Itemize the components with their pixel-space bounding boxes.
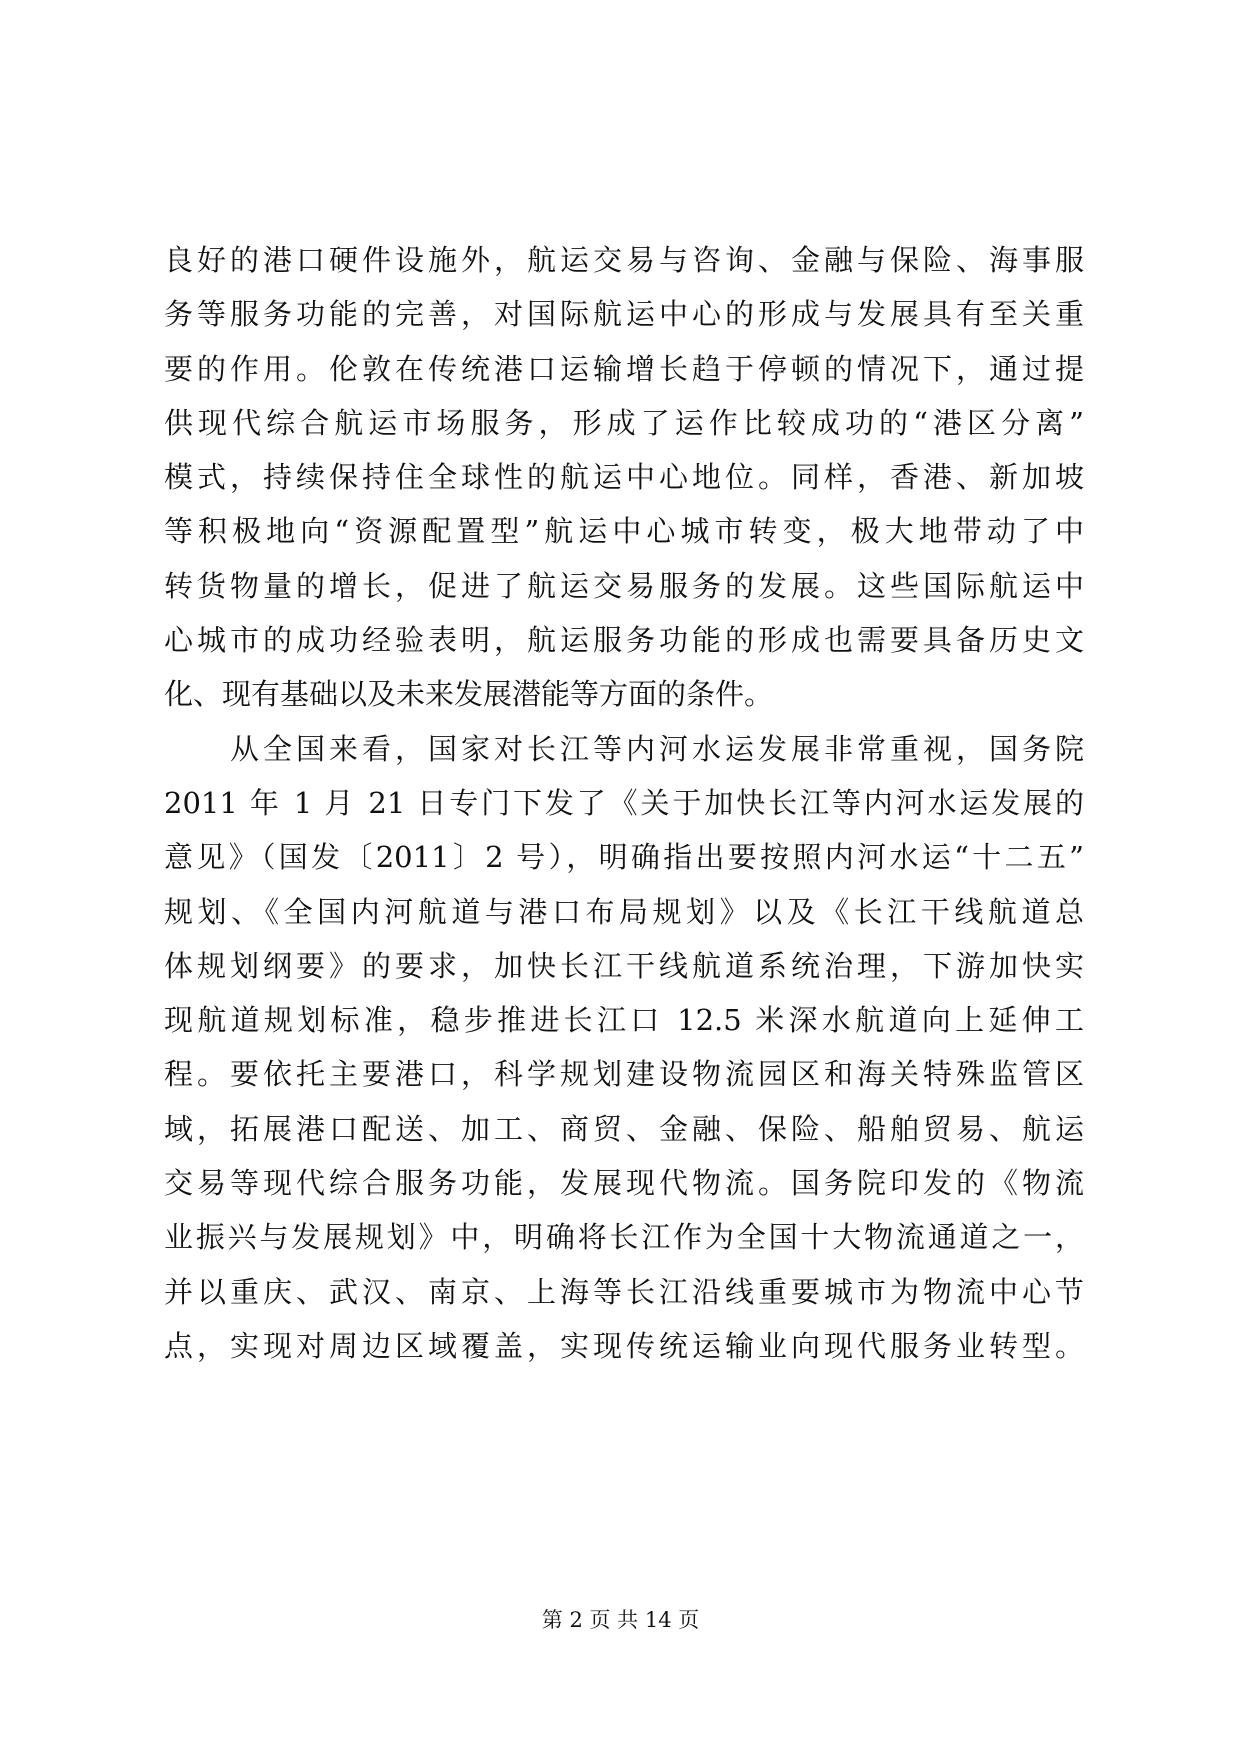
text-line: 等积极地向“资源配置型”航运中心城市转变，极大地带动了中 xyxy=(164,514,1084,549)
text-line: 并以重庆、武汉、南京、上海等长江沿线重要城市为物流中心节 xyxy=(164,1274,1084,1309)
text-line: 化、现有基础以及未来发展潜能等方面的条件。 xyxy=(164,677,774,712)
text-line: 体规划纲要》的要求，加快长江干线航道系统治理，下游加快实 xyxy=(164,948,1084,983)
body-text xyxy=(164,233,1084,1373)
text-line: 2011 年 1 月 21 日专门下发了《关于加快长江等内河水运发展的 xyxy=(164,785,1084,820)
text-line: 业振兴与发展规划》中，明确将长江作为全国十大物流通道之一， xyxy=(164,1220,1084,1255)
text-line: 意见》（国发〔2011〕2 号），明确指出要按照内河水运“十二五” xyxy=(164,840,1084,875)
page-number-footer: 第 2 页 共 14 页 xyxy=(541,1608,700,1632)
text-line: 转货物量的增长，促进了航运交易服务的发展。这些国际航运中 xyxy=(164,568,1084,603)
text-line: 交易等现代综合服务功能，发展现代物流。国务院印发的《物流 xyxy=(164,1166,1084,1201)
text-line: 域，拓展港口配送、加工、商贸、金融、保险、船舶贸易、航运 xyxy=(164,1111,1084,1146)
text-line: 从全国来看，国家对长江等内河水运发展非常重视，国务院 xyxy=(164,731,1084,766)
text-line: 务等服务功能的完善，对国际航运中心的形成与发展具有至关重 xyxy=(164,297,1084,332)
text-line: 规划、《全国内河航道与港口布局规划》以及《长江干线航道总 xyxy=(164,894,1084,929)
text-line: 模式，持续保持住全球性的航运中心地位。同样，香港、新加坡 xyxy=(164,460,1084,495)
text-line: 良好的港口硬件设施外，航运交易与咨询、金融与保险、海事服 xyxy=(164,243,1084,277)
text-line: 程。要依托主要港口，科学规划建设物流园区和海关特殊监管区 xyxy=(164,1057,1084,1092)
text-line: 供现代综合航运市场服务，形成了运作比较成功的“港区分离” xyxy=(164,405,1084,440)
text-line: 点，实现对周边区域覆盖，实现传统运输业向现代服务业转型。 xyxy=(164,1328,1084,1363)
text-line: 心城市的成功经验表明，航运服务功能的形成也需要具备历史文 xyxy=(164,623,1084,658)
text-line: 现航道规划标准，稳步推进长江口 12.5 米深水航道向上延伸工 xyxy=(164,1003,1084,1038)
text-line: 要的作用。伦敦在传统港口运输增长趋于停顿的情况下，通过提 xyxy=(164,351,1084,386)
